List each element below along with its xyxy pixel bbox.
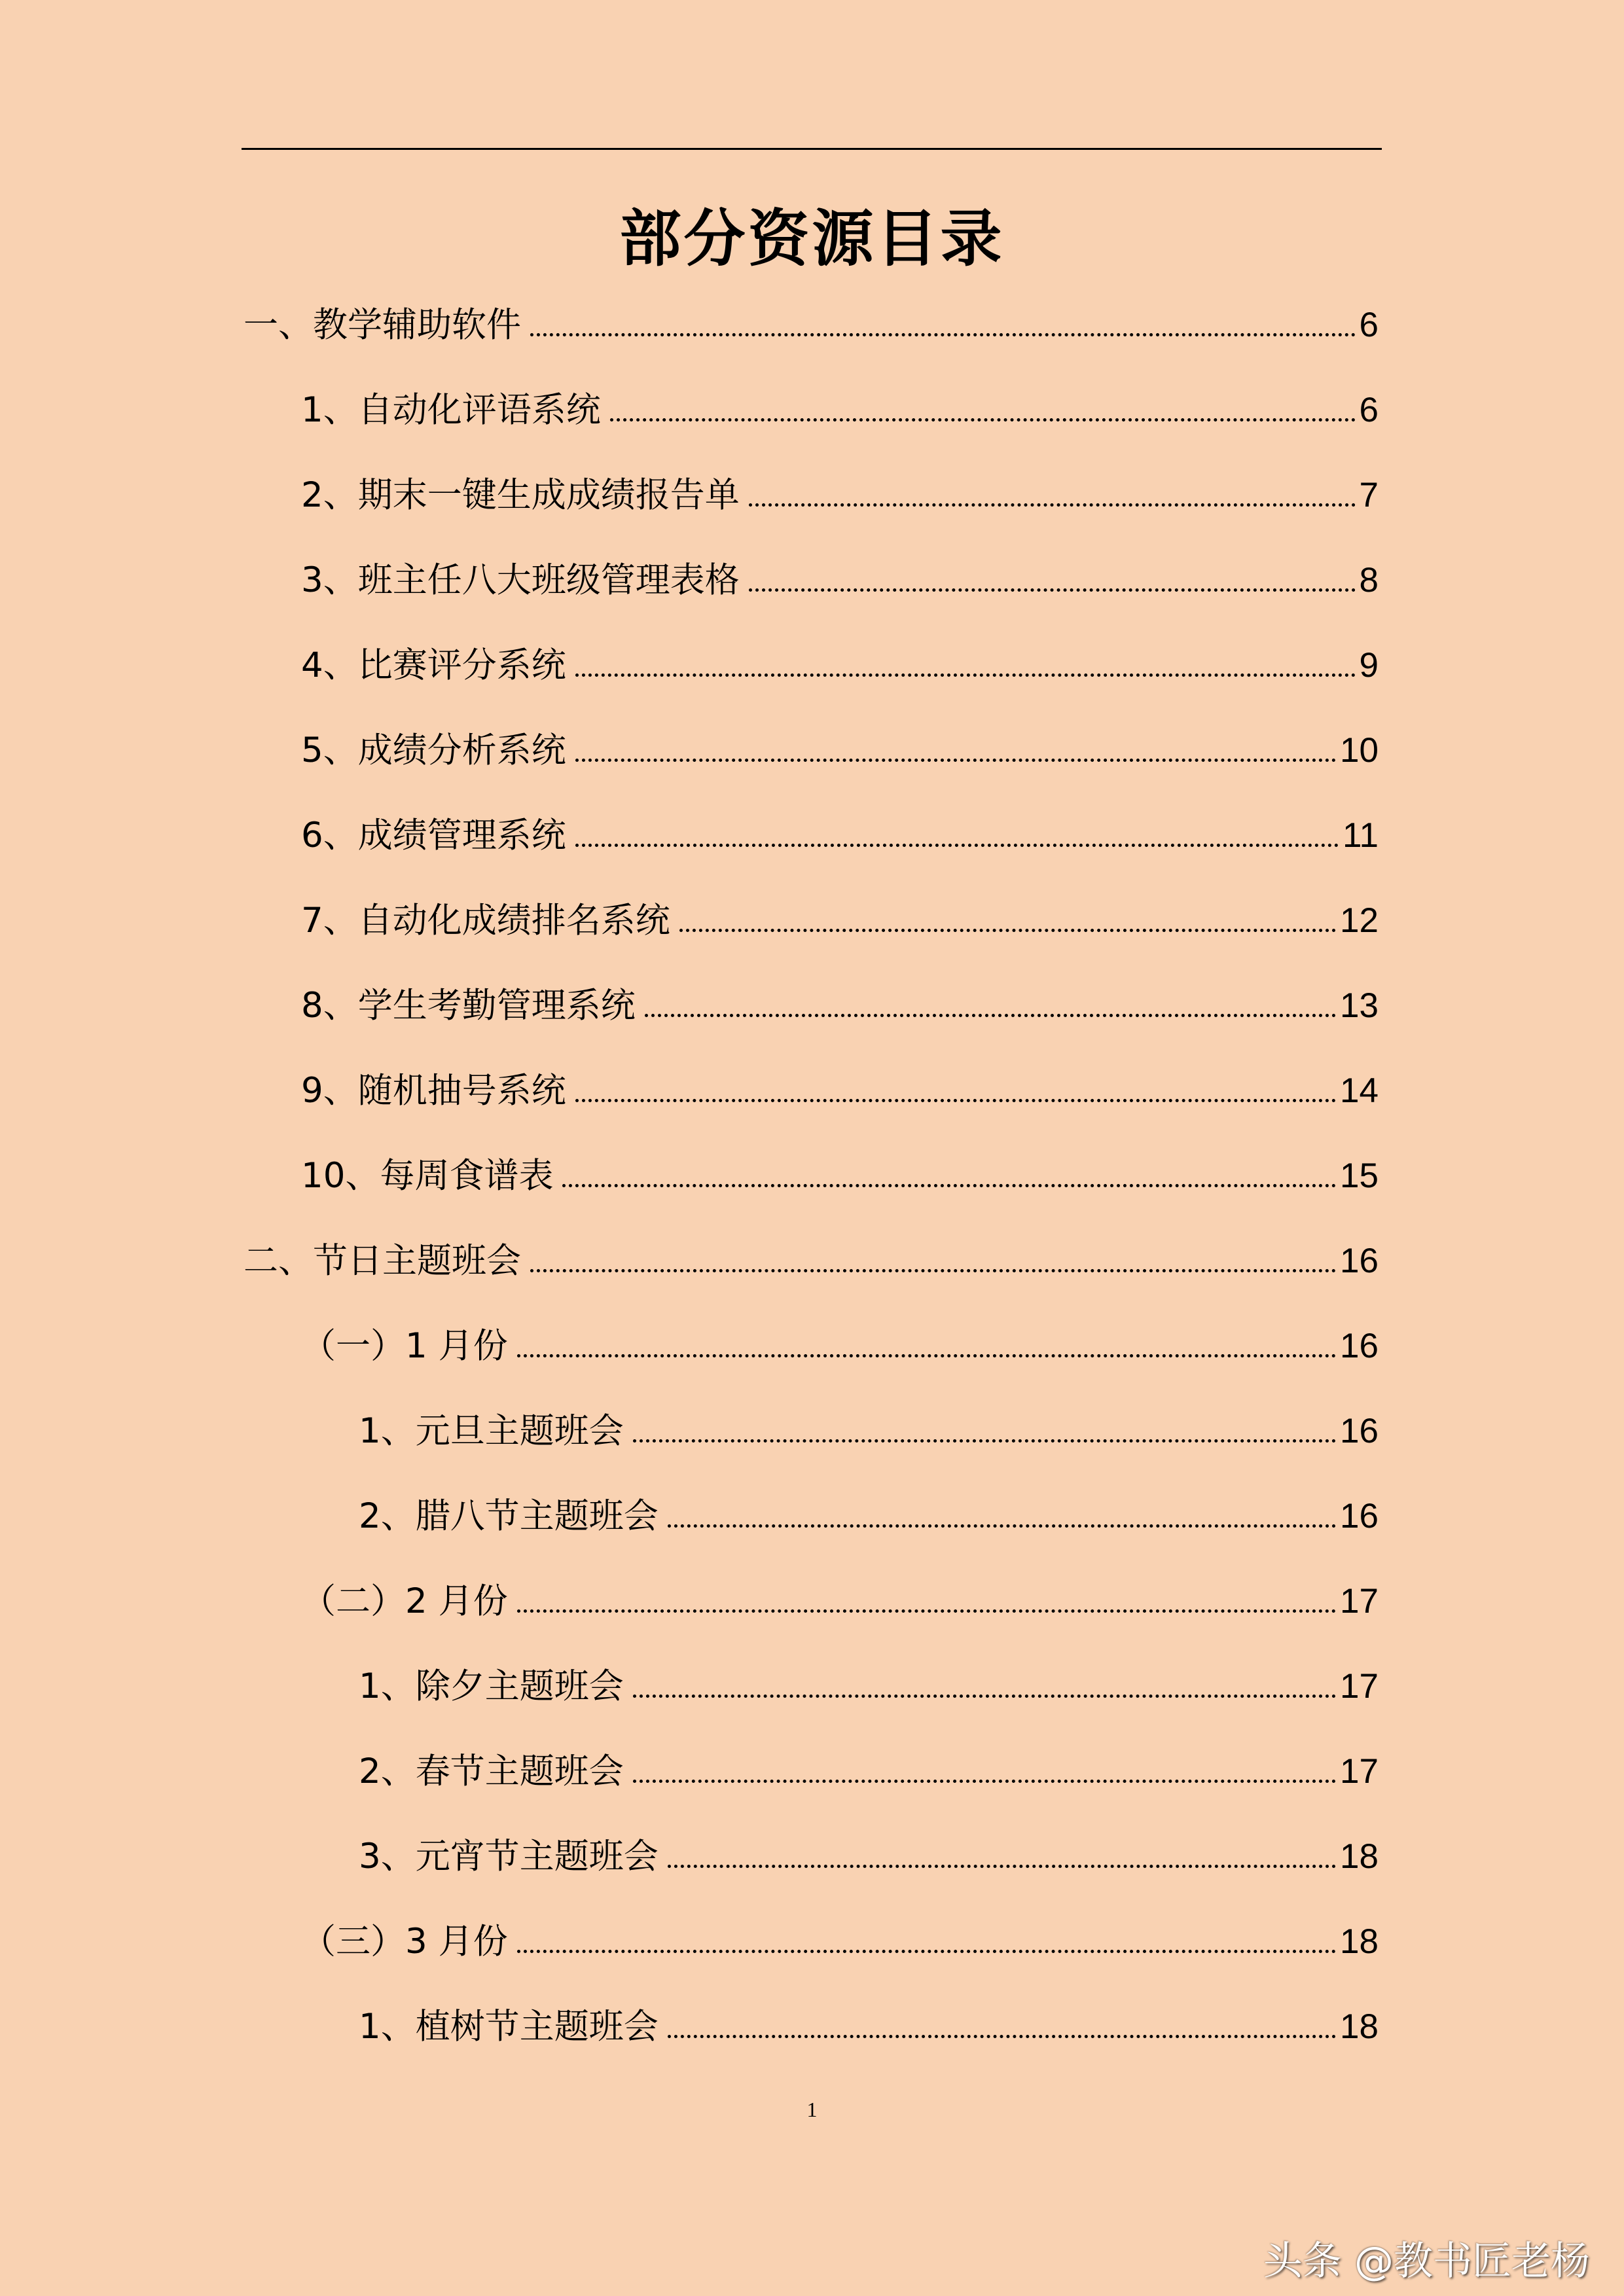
toc-entry-page: 17: [1340, 1582, 1379, 1621]
toc-entry[interactable]: [301, 806, 1379, 865]
toc-entry-page: 9: [1359, 646, 1379, 685]
toc-dot-leader: [679, 929, 1336, 932]
toc-dot-leader: [633, 1439, 1336, 1443]
toc-entry-label: 1、除夕主题班会: [359, 1666, 624, 1706]
toc-entry-page: 18: [1340, 1837, 1379, 1876]
toc-dot-leader: [575, 673, 1356, 677]
toc-entry-page: 16: [1340, 1327, 1379, 1365]
toc-entry-label: 二、节日主题班会: [244, 1241, 521, 1281]
toc-entry-label: 4、比赛评分系统: [301, 645, 566, 685]
toc-entry-label: 2、期末一键生成成绩报告单: [301, 475, 740, 515]
toc-entry[interactable]: [301, 977, 1379, 1035]
toc-entry-page: 8: [1359, 561, 1379, 600]
toc-dot-leader: [749, 588, 1356, 592]
toc-entry[interactable]: [301, 1317, 1379, 1376]
toc-entry-page: 16: [1340, 1497, 1379, 1535]
toc-entry-page: 15: [1340, 1157, 1379, 1195]
toc-entry-label: 6、成绩管理系统: [301, 816, 566, 855]
toc-dot-leader: [530, 1269, 1336, 1272]
toc-entry[interactable]: [359, 1827, 1379, 1886]
toc-entry-page: 17: [1340, 1667, 1379, 1706]
toc-dot-leader: [575, 759, 1336, 762]
toc-entry[interactable]: [359, 1402, 1379, 1461]
toc-entry-label: （二）2 月份: [301, 1581, 508, 1621]
toc-entry-page: 14: [1340, 1071, 1379, 1110]
toc-entry-label: 1、元旦主题班会: [359, 1411, 624, 1451]
toc-dot-leader: [749, 503, 1356, 507]
toc-entry[interactable]: [359, 1657, 1379, 1716]
page-number: 1: [806, 2098, 818, 2121]
document-title: 部分资源目录: [619, 203, 1005, 275]
toc-entry-page: 18: [1340, 1922, 1379, 1961]
toc-dot-leader: [668, 1865, 1336, 1868]
toc-entry[interactable]: [244, 296, 1379, 355]
toc-entry[interactable]: [359, 1487, 1379, 1546]
toc-entry[interactable]: [301, 891, 1379, 950]
toc-dot-leader: [517, 1950, 1336, 1953]
toc-dot-leader: [517, 1609, 1336, 1613]
toc-dot-leader: [610, 418, 1356, 422]
toc-entry-label: （一）1 月份: [301, 1326, 508, 1366]
toc-entry-page: 7: [1359, 476, 1379, 514]
toc-entry-label: 5、成绩分析系统: [301, 730, 566, 770]
toc-entry-page: 6: [1359, 391, 1379, 429]
toc-entry-label: （三）3 月份: [301, 1922, 508, 1962]
toc-entry[interactable]: [359, 1998, 1379, 2056]
toc-dot-leader: [645, 1014, 1336, 1017]
toc-entry-page: 10: [1340, 731, 1379, 770]
toc-entry[interactable]: [301, 1062, 1379, 1121]
toc-entry-label: 8、学生考勤管理系统: [301, 986, 636, 1026]
toc-dot-leader: [517, 1354, 1336, 1357]
toc-entry-label: 一、教学辅助软件: [244, 305, 521, 345]
toc-entry-page: 13: [1340, 986, 1379, 1025]
toc-dot-leader: [575, 844, 1339, 847]
toc-entry-page: 12: [1340, 901, 1379, 940]
toc-dot-leader: [633, 1780, 1336, 1783]
toc-entry[interactable]: [301, 636, 1379, 695]
toc-dot-leader: [633, 1695, 1336, 1698]
toc-entry[interactable]: [301, 1572, 1379, 1631]
toc-entry-page: 16: [1340, 1242, 1379, 1280]
toc-entry-page: 18: [1340, 2007, 1379, 2046]
toc-entry-label: 3、元宵节主题班会: [359, 1837, 659, 1876]
toc-entry-label: 7、自动化成绩排名系统: [301, 901, 670, 941]
toc-dot-leader: [668, 2035, 1336, 2038]
toc-dot-leader: [530, 333, 1356, 336]
toc-entry-label: 2、腊八节主题班会: [359, 1496, 659, 1536]
toc-entry[interactable]: [301, 381, 1379, 440]
toc-entry[interactable]: [301, 1912, 1379, 1971]
watermark: 头条 @教书匠老杨: [1263, 2238, 1590, 2284]
toc-entry[interactable]: [244, 1232, 1379, 1291]
toc-dot-leader: [668, 1524, 1336, 1528]
toc-entry[interactable]: [301, 551, 1379, 610]
toc-entry-label: 2、春节主题班会: [359, 1751, 624, 1791]
toc-entry-page: 11: [1342, 816, 1379, 855]
toc-entry-label: 1、植树节主题班会: [359, 2007, 659, 2047]
toc-entry-page: 16: [1340, 1412, 1379, 1450]
toc-entry-label: 1、自动化评语系统: [301, 390, 601, 430]
toc-entry[interactable]: [301, 721, 1379, 780]
toc-entry[interactable]: [301, 466, 1379, 525]
toc-dot-leader: [575, 1099, 1336, 1102]
toc-entry-page: 17: [1340, 1752, 1379, 1791]
toc-entry[interactable]: [301, 1147, 1379, 1206]
toc-entry-label: 9、随机抽号系统: [301, 1071, 566, 1111]
toc-entry-label: 3、班主任八大班级管理表格: [301, 560, 740, 600]
toc-entry[interactable]: [359, 1742, 1379, 1801]
toc-dot-leader: [562, 1184, 1336, 1187]
toc-entry-page: 6: [1359, 306, 1379, 344]
toc-entry-label: 10、每周食谱表: [301, 1156, 554, 1196]
